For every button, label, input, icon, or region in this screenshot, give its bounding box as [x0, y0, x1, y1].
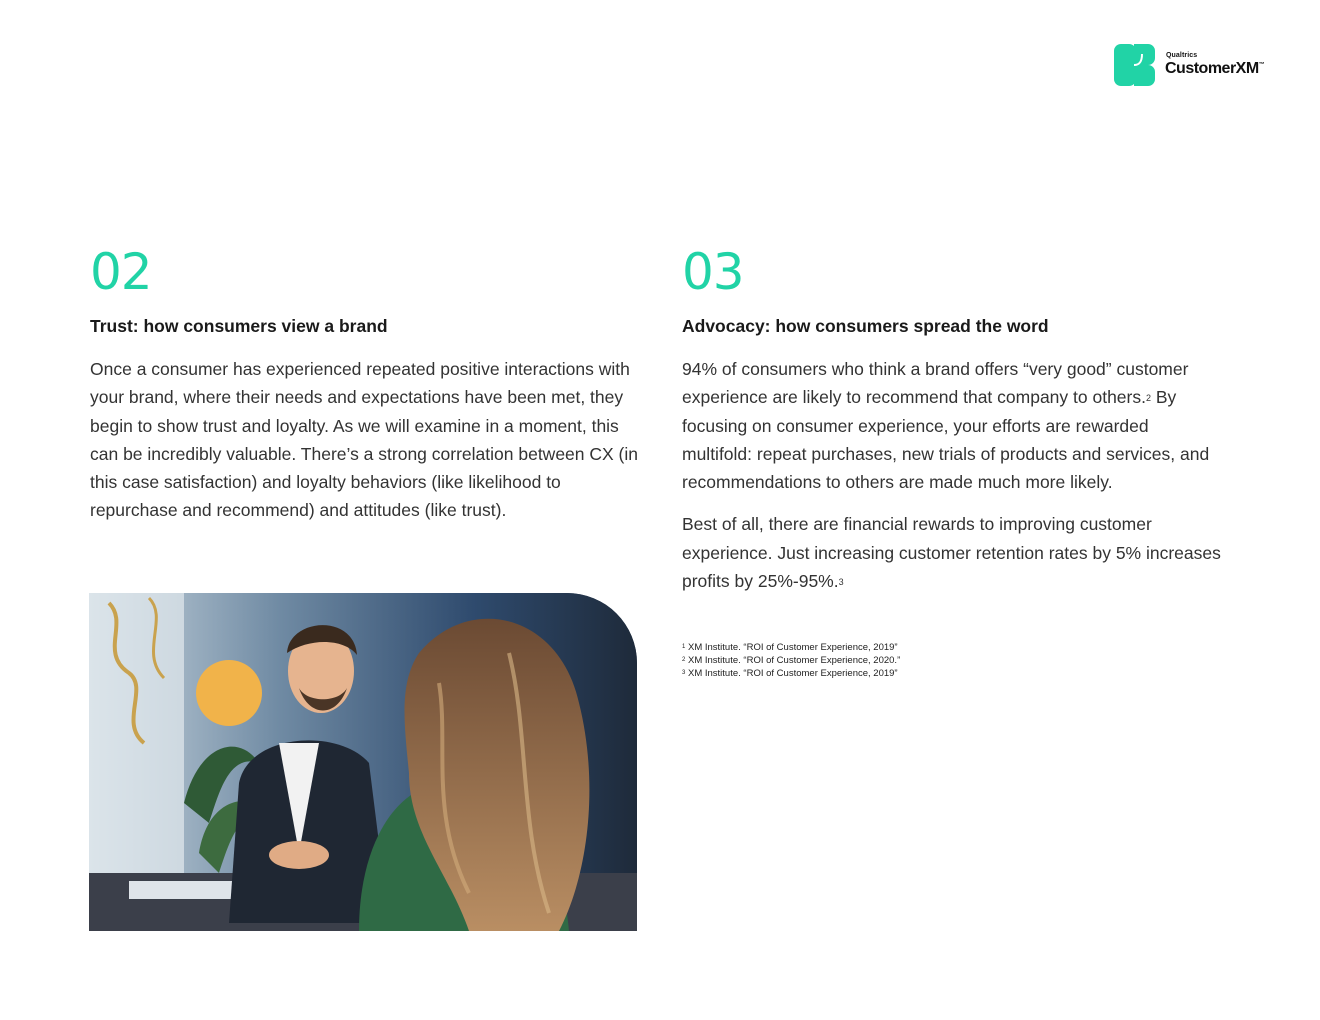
footnote-ref: 2	[1145, 393, 1151, 404]
section-title: Trust: how consumers view a brand	[90, 316, 388, 336]
section-body-paragraph-2: Best of all, there are financial rewards to improving customer experience. Just increasing customer retention rates by 5% increases profits by 25%-95%.$^3$	[682, 514, 1221, 592]
section-body: Once a consumer has experienced repeated positive interactions with your brand, where their needs and expectations have been met, they begin to show trust and loyalty. As we will examine in a moment, this can be incredibly valuable. There’s a strong correlation between CX (in this case satisfaction) and loyalty behaviors (like likelihood to repurchase and recommend) and attitudes (like trust).	[90, 359, 638, 521]
section-trust	[90, 244, 640, 525]
section-title: Advocacy: how consumers spread the word	[682, 316, 1049, 336]
section-number: 03	[682, 243, 744, 301]
footnotes	[682, 641, 1222, 680]
logo-company-name: Qualtrics	[1166, 52, 1198, 59]
logo-product-name: CustomerXM™	[1165, 60, 1265, 77]
section-number: 02	[90, 243, 152, 301]
section-advocacy	[682, 244, 1222, 680]
footnote: $^1$ XM Institute. “ROI of Customer Experience, 2019”	[682, 642, 898, 654]
section-body-paragraph-1: 94% of consumers who think a brand offers “very good” customer experience are likely to recommend that company to others.$^2$ By focusing on consumer experience, your efforts are rewarded multifold: repeat purchases, new trials of products and services, and recommendations to others are made much more likely.	[682, 359, 1210, 493]
footnote-ref: 3	[838, 577, 844, 588]
footnote: $^3$ XM Institute. “ROI of Customer Experience, 2019”	[682, 668, 898, 680]
footnote: $^2$ XM Institute. “ROI of Customer Experience, 2020.”	[682, 655, 901, 667]
meeting-photo	[89, 593, 637, 931]
meeting-scene-image	[89, 593, 637, 931]
logo-mark-icon	[1114, 44, 1156, 86]
customerxm-logo	[1114, 44, 1284, 86]
